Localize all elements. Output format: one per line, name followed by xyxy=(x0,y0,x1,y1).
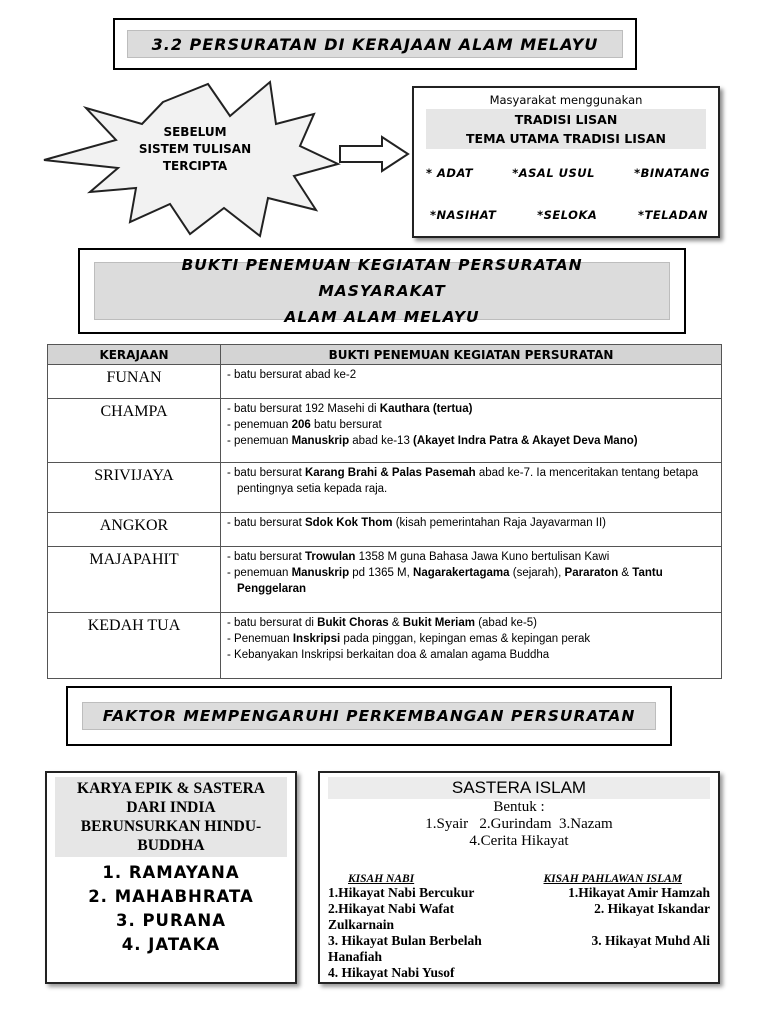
bukti-line xyxy=(227,417,715,433)
list-item: 3. PURANA xyxy=(115,911,227,930)
india-list xyxy=(47,861,295,957)
india-heading-line: DARI INDIA xyxy=(126,799,216,816)
kerajaan-cell: CHAMPA xyxy=(48,399,221,463)
bukti-highlight: Sdok Kok Thom xyxy=(304,517,393,529)
section-faktor-title: FAKTOR MEMPENGARUHI PERKEMBANGAN PERSURATAN xyxy=(82,702,656,730)
bukti-highlight: Kauthara (tertua) xyxy=(379,403,473,415)
list-item xyxy=(328,949,710,965)
list-item xyxy=(328,917,710,933)
tradisi-band xyxy=(426,109,706,149)
kisah-pahlawan-item: 2. Hikayat Iskandar xyxy=(594,901,710,916)
islam-bentuk-line: 4.Cerita Hikayat xyxy=(469,833,569,849)
bukti-text: (sejarah), xyxy=(509,567,565,579)
tema-item: *ASAL USUL xyxy=(512,166,595,180)
section-bukti-title xyxy=(94,256,670,326)
kerajaan-cell: MAJAPAHIT xyxy=(48,547,221,613)
bukti-cell xyxy=(221,613,722,679)
bukti-highlight: Tantu Penggelaran xyxy=(237,567,663,595)
list-item: 2. MAHABHRATA xyxy=(88,887,254,906)
india-heading-line: KARYA EPIK & SASTERA xyxy=(77,780,265,797)
bukti-line xyxy=(227,549,715,565)
table-row xyxy=(48,547,722,613)
table-row xyxy=(48,399,722,463)
tema-item: *SELOKA xyxy=(537,208,598,222)
starburst-line: SEBELUM xyxy=(163,125,227,139)
hikayat-list xyxy=(328,885,710,981)
kisah-nabi-heading: KISAH NABI xyxy=(348,873,415,885)
bukti-text: - penemuan xyxy=(227,567,292,579)
bukti-highlight: Bukit Choras xyxy=(317,617,389,629)
list-item xyxy=(328,901,710,917)
tema-row-2 xyxy=(418,208,714,222)
section-bukti-title-line: ALAM ALAM MELAYU xyxy=(284,308,480,326)
bukti-line xyxy=(227,647,715,663)
india-heading-line: BERUNSURKAN HINDU- xyxy=(80,818,262,835)
table-row xyxy=(48,365,722,399)
tradisi-lisan-box xyxy=(412,86,720,238)
bukti-line xyxy=(227,433,715,449)
kisah-nabi-item: 2.Hikayat Nabi Wafat xyxy=(328,901,455,916)
table-header-bukti: BUKTI PENEMUAN KEGIATAN PERSURATAN xyxy=(221,345,722,365)
section-bukti-frame xyxy=(78,248,686,334)
bukti-text: - batu bersurat xyxy=(227,467,305,479)
table-row xyxy=(48,463,722,513)
bukti-text: batu bersurat xyxy=(310,419,382,431)
kisah-pahlawan-heading: KISAH PAHLAWAN ISLAM xyxy=(543,873,682,885)
list-item xyxy=(328,885,710,901)
right-arrow-icon xyxy=(338,134,412,174)
main-title: 3.2 PERSURATAN DI KERAJAAN ALAM MELAYU xyxy=(127,30,623,58)
kerajaan-cell: ANGKOR xyxy=(48,513,221,547)
bukti-text: - batu bersurat xyxy=(227,517,305,529)
india-box xyxy=(45,771,297,984)
tradisi-lead: Masyarakat menggunakan xyxy=(489,93,643,107)
section-faktor-frame xyxy=(66,686,672,746)
kerajaan-cell: SRIVIJAYA xyxy=(48,463,221,513)
bukti-line xyxy=(227,615,715,631)
bukti-cell xyxy=(221,365,722,399)
starburst-line: SISTEM TULISAN xyxy=(138,142,252,156)
sastera-islam-box xyxy=(318,771,720,984)
bukti-text: - batu bersurat di xyxy=(227,617,318,629)
bukti-table xyxy=(47,344,722,679)
bukti-line xyxy=(227,465,715,497)
bukti-text: - batu bersurat xyxy=(227,551,305,563)
bukti-line xyxy=(227,367,715,383)
bukti-cell xyxy=(221,399,722,463)
main-title-frame xyxy=(113,18,637,70)
islam-bentuk-line: 1.Syair 2.Gurindam 3.Nazam xyxy=(425,816,613,832)
table-row xyxy=(48,513,722,547)
kisah-pahlawan-item: 1.Hikayat Amir Hamzah xyxy=(568,885,710,900)
bukti-highlight: Pararaton xyxy=(564,567,619,579)
bukti-cell xyxy=(221,513,722,547)
islam-bentuk-label: Bentuk : xyxy=(493,799,545,815)
bukti-line xyxy=(227,515,715,531)
hikayat-columns xyxy=(328,873,710,981)
bukti-text: - batu bersurat 192 Masehi di xyxy=(227,403,380,415)
tradisi-band-line: TRADISI LISAN xyxy=(514,112,618,127)
bukti-highlight: Bukit Meriam xyxy=(402,617,475,629)
bukti-highlight: Trowulan xyxy=(304,551,356,563)
section-bukti-title-line: BUKTI PENEMUAN KEGIATAN PERSURATAN MASYARAKAT xyxy=(181,256,583,300)
bukti-highlight: Nagarakertagama xyxy=(413,567,510,579)
bukti-text: (kisah pemerintahan Raja Jayavarman II) xyxy=(392,517,607,529)
bukti-text: & xyxy=(388,617,403,629)
bukti-line xyxy=(227,565,715,597)
bukti-text: (abad ke-5) xyxy=(475,617,538,629)
table-body xyxy=(48,365,722,679)
bukti-line xyxy=(227,401,715,417)
tema-item: * ADAT xyxy=(426,166,474,180)
islam-heading: SASTERA ISLAM xyxy=(328,777,710,799)
bukti-text: - Penemuan xyxy=(227,633,293,645)
list-item: 4. JATAKA xyxy=(121,935,221,954)
kisah-nabi-item: Hanafiah xyxy=(328,949,383,964)
list-item: 1. RAMAYANA xyxy=(102,863,240,882)
bukti-highlight: Inskripsi xyxy=(292,633,341,645)
tema-item: *NASIHAT xyxy=(430,208,497,222)
hikayat-column-heads xyxy=(328,873,710,885)
bukti-text: abad ke-13 xyxy=(349,435,414,447)
table-header-row xyxy=(48,345,722,365)
bukti-text: abad ke-7. Ia menceritakan tentang betapa pentingnya setia kepada raja. xyxy=(237,467,699,495)
bukti-highlight: Manuskrip xyxy=(291,567,350,579)
bukti-text: pd 1365 M, xyxy=(349,567,414,579)
bukti-text: - penemuan xyxy=(227,435,292,447)
table-row xyxy=(48,613,722,679)
list-item xyxy=(328,965,710,981)
tradisi-band-line: TEMA UTAMA TRADISI LISAN xyxy=(466,131,666,146)
kerajaan-cell: KEDAH TUA xyxy=(48,613,221,679)
bukti-cell xyxy=(221,547,722,613)
kisah-nabi-item: 1.Hikayat Nabi Bercukur xyxy=(328,885,475,900)
kisah-pahlawan-item: 3. Hikayat Muhd Ali xyxy=(591,933,710,948)
bukti-text: 1358 M guna Bahasa Jawa Kuno bertulisan Kawi xyxy=(355,551,610,563)
bukti-highlight: Manuskrip xyxy=(291,435,350,447)
kerajaan-cell: FUNAN xyxy=(48,365,221,399)
india-heading-line: BUDDHA xyxy=(137,837,205,854)
india-heading xyxy=(55,777,287,857)
bukti-text: - batu bersurat abad ke-2 xyxy=(227,369,357,381)
bukti-line xyxy=(227,631,715,647)
tema-row-1 xyxy=(418,166,714,180)
tema-item: *BINATANG xyxy=(634,166,710,180)
list-item xyxy=(328,933,710,949)
bukti-text: - Kebanyakan Inskripsi berkaitan doa & amalan agama Buddha xyxy=(227,649,550,661)
bukti-text: & xyxy=(618,567,633,579)
bukti-cell xyxy=(221,463,722,513)
bukti-text: pada pinggan, kepingan emas & kepingan perak xyxy=(340,633,591,645)
kisah-nabi-item: Zulkarnain xyxy=(328,917,395,932)
bukti-text: - penemuan xyxy=(227,419,292,431)
bukti-highlight: (Akayet Indra Patra & Akayet Deva Mano) xyxy=(413,435,638,447)
starburst-text xyxy=(120,124,270,175)
kisah-nabi-item: 3. Hikayat Bulan Berbelah xyxy=(328,933,482,948)
starburst-line: TERCIPTA xyxy=(162,159,228,173)
kisah-nabi-item: 4. Hikayat Nabi Yusof xyxy=(328,965,455,980)
tema-item: *TELADAN xyxy=(637,208,708,222)
bukti-highlight: 206 xyxy=(291,419,311,431)
table-header-kerajaan: KERAJAAN xyxy=(48,345,221,365)
bukti-highlight: Karang Brahi & Palas Pasemah xyxy=(304,467,476,479)
